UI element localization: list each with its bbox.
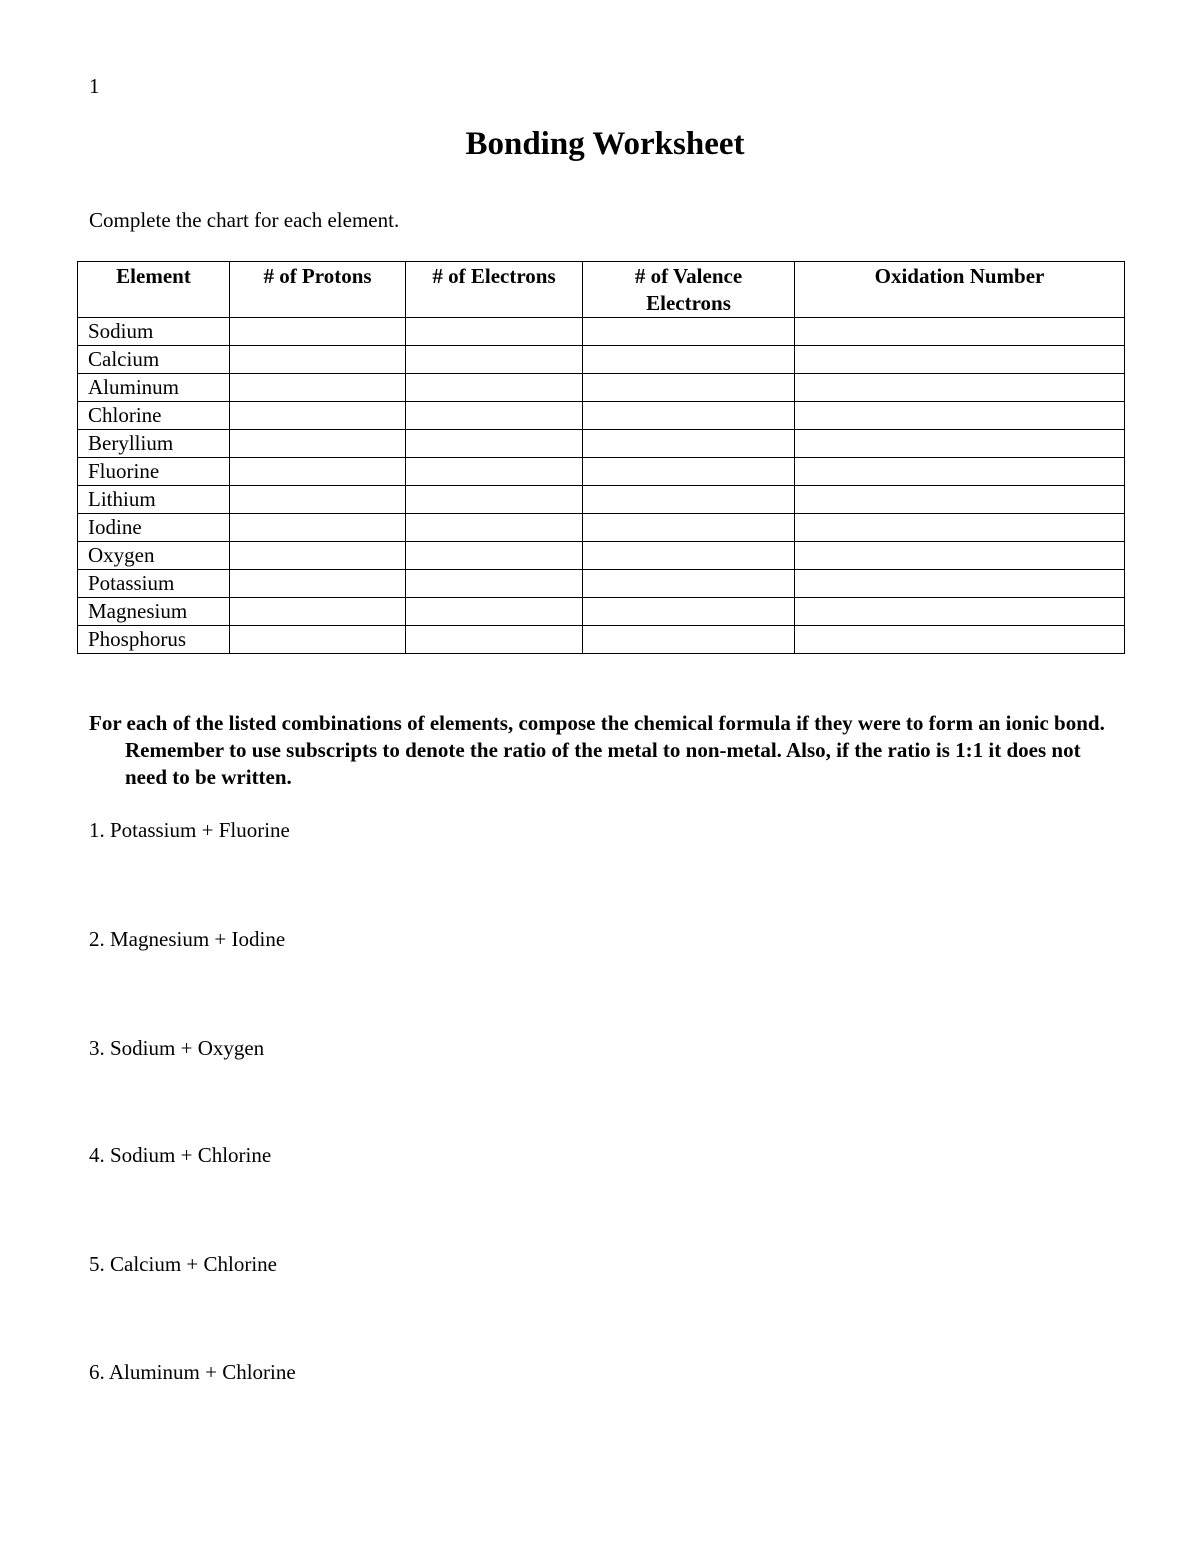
cell-valence-electrons[interactable]: [583, 542, 795, 570]
header-oxidation-number: Oxidation Number: [795, 262, 1125, 318]
cell-valence-electrons[interactable]: [583, 346, 795, 374]
table-row: [78, 570, 1125, 598]
cell-valence-electrons[interactable]: [583, 598, 795, 626]
cell-electrons[interactable]: [406, 318, 583, 346]
cell-element: Beryllium: [78, 430, 230, 458]
cell-valence-electrons[interactable]: [583, 318, 795, 346]
cell-protons[interactable]: [230, 514, 406, 542]
cell-element: Potassium: [78, 570, 230, 598]
cell-valence-electrons[interactable]: [583, 570, 795, 598]
cell-electrons[interactable]: [406, 486, 583, 514]
cell-protons[interactable]: [230, 458, 406, 486]
chart-header-row: [78, 262, 1125, 318]
problem-item: 5. Calcium + Chlorine: [89, 1252, 277, 1276]
table-row: [78, 374, 1125, 402]
cell-element: Chlorine: [78, 402, 230, 430]
cell-element: Sodium: [78, 318, 230, 346]
table-row: [78, 346, 1125, 374]
cell-oxidation-number[interactable]: [795, 318, 1125, 346]
cell-element: Lithium: [78, 486, 230, 514]
header-protons: # of Protons: [230, 262, 406, 318]
cell-valence-electrons[interactable]: [583, 402, 795, 430]
cell-protons[interactable]: [230, 542, 406, 570]
header-valence-electrons: # of Valence Electrons: [583, 262, 795, 318]
chart-instructions: Complete the chart for each element.: [89, 208, 400, 232]
cell-protons[interactable]: [230, 486, 406, 514]
page-title: Bonding Worksheet: [465, 126, 745, 162]
cell-electrons[interactable]: [406, 374, 583, 402]
cell-element: Magnesium: [78, 598, 230, 626]
element-chart: [77, 261, 1125, 654]
table-row: [78, 514, 1125, 542]
table-row: [78, 318, 1125, 346]
cell-element: Phosphorus: [78, 626, 230, 654]
cell-oxidation-number[interactable]: [795, 626, 1125, 654]
problem-item: 6. Aluminum + Chlorine: [89, 1360, 296, 1384]
cell-valence-electrons[interactable]: [583, 486, 795, 514]
cell-element: Aluminum: [78, 374, 230, 402]
cell-oxidation-number[interactable]: [795, 346, 1125, 374]
cell-oxidation-number[interactable]: [795, 402, 1125, 430]
cell-oxidation-number[interactable]: [795, 486, 1125, 514]
cell-electrons[interactable]: [406, 626, 583, 654]
cell-valence-electrons[interactable]: [583, 626, 795, 654]
table-row: [78, 486, 1125, 514]
problem-item: 2. Magnesium + Iodine: [89, 927, 286, 951]
problem-item: 1. Potassium + Fluorine: [89, 818, 290, 842]
page-number: 1: [89, 74, 100, 98]
cell-valence-electrons[interactable]: [583, 514, 795, 542]
problem-item: 3. Sodium + Oxygen: [89, 1036, 265, 1060]
cell-element: Oxygen: [78, 542, 230, 570]
table-row: [78, 458, 1125, 486]
cell-oxidation-number[interactable]: [795, 458, 1125, 486]
cell-oxidation-number[interactable]: [795, 598, 1125, 626]
cell-element: Iodine: [78, 514, 230, 542]
cell-element: Calcium: [78, 346, 230, 374]
table-row: [78, 542, 1125, 570]
table-row: [78, 430, 1125, 458]
cell-electrons[interactable]: [406, 570, 583, 598]
header-electrons: # of Electrons: [406, 262, 583, 318]
table-row: [78, 402, 1125, 430]
cell-oxidation-number[interactable]: [795, 542, 1125, 570]
cell-protons[interactable]: [230, 570, 406, 598]
table-row: [78, 598, 1125, 626]
cell-electrons[interactable]: [406, 430, 583, 458]
cell-oxidation-number[interactable]: [795, 570, 1125, 598]
cell-electrons[interactable]: [406, 402, 583, 430]
cell-element: Fluorine: [78, 458, 230, 486]
cell-oxidation-number[interactable]: [795, 514, 1125, 542]
cell-protons[interactable]: [230, 626, 406, 654]
cell-electrons[interactable]: [406, 542, 583, 570]
cell-oxidation-number[interactable]: [795, 430, 1125, 458]
cell-valence-electrons[interactable]: [583, 430, 795, 458]
cell-oxidation-number[interactable]: [795, 374, 1125, 402]
cell-electrons[interactable]: [406, 458, 583, 486]
cell-valence-electrons[interactable]: [583, 458, 795, 486]
cell-protons[interactable]: [230, 346, 406, 374]
table-row: [78, 626, 1125, 654]
cell-protons[interactable]: [230, 374, 406, 402]
problem-item: 4. Sodium + Chlorine: [89, 1143, 272, 1167]
header-element: Element: [78, 262, 230, 318]
cell-electrons[interactable]: [406, 514, 583, 542]
cell-protons[interactable]: [230, 430, 406, 458]
cell-protons[interactable]: [230, 402, 406, 430]
cell-electrons[interactable]: [406, 346, 583, 374]
cell-electrons[interactable]: [406, 598, 583, 626]
cell-protons[interactable]: [230, 318, 406, 346]
bonding-directions: For each of the listed combinations of elements, compose the chemical formula if they were to form an ionic bond. Remember to use subscripts to denote the ratio of the metal to non-metal. Also, if the ratio is 1:1 it does not need to be written.: [89, 711, 1105, 789]
cell-protons[interactable]: [230, 598, 406, 626]
cell-valence-electrons[interactable]: [583, 374, 795, 402]
